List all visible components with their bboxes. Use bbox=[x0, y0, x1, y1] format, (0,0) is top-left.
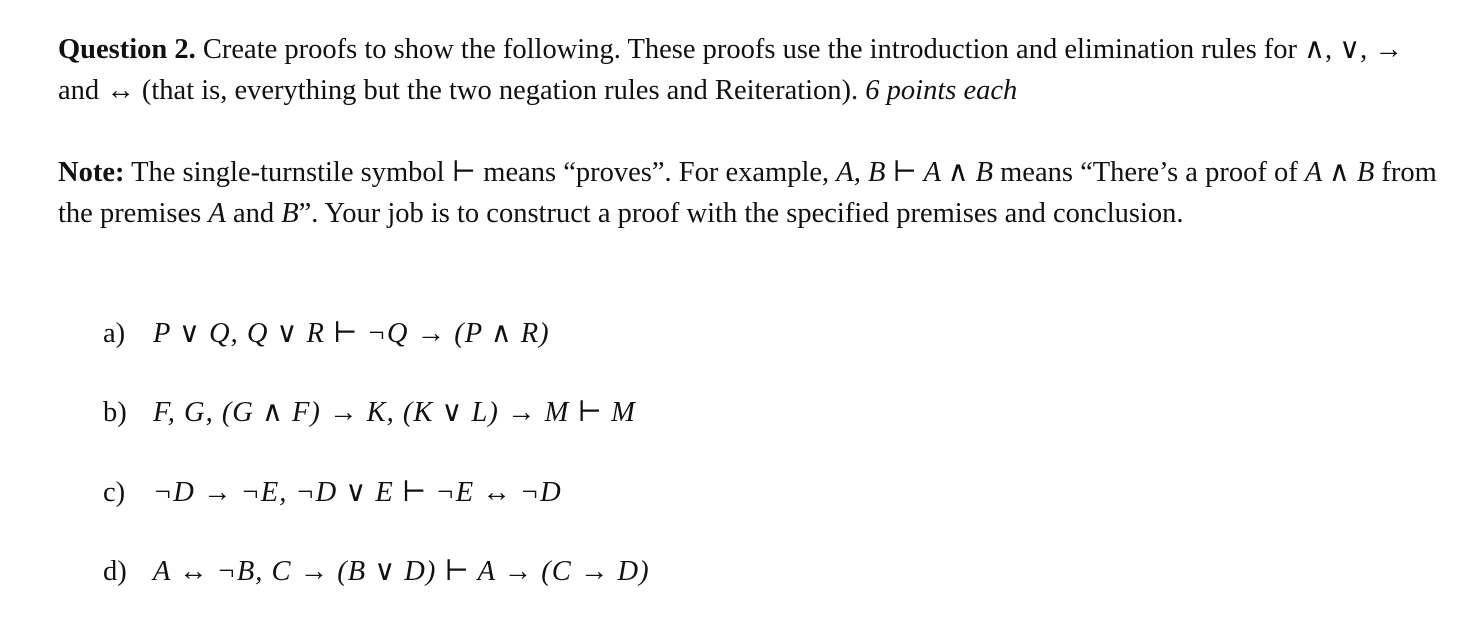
item-label: b) bbox=[103, 397, 127, 428]
note-heading: Note: bbox=[58, 157, 125, 188]
question-paragraph bbox=[58, 29, 1438, 111]
note-and-word: and bbox=[232, 198, 275, 229]
note-example-formula: A, B ⊢ A ∧ B bbox=[836, 157, 994, 188]
item-formula: P ∨ Q, Q ∨ R ⊢ ¬Q → (P ∧ R) bbox=[153, 318, 550, 349]
note-premise-b: B bbox=[281, 198, 299, 229]
points-note: 6 points each bbox=[865, 75, 1018, 106]
note-text-3: from the premises bbox=[58, 157, 1437, 229]
item-formula: ¬D → ¬E, ¬D ∨ E ⊢ ¬E ↔ ¬D bbox=[153, 477, 562, 508]
note-premise-a: A bbox=[208, 198, 226, 229]
question-text: Create proofs to show the following. These proofs use the introduction and elimination rules for ∧, ∨, → and ↔ (that is, everything but the two negation rules and Reiteration). bbox=[58, 34, 1403, 106]
list-item bbox=[103, 393, 636, 433]
note-paragraph bbox=[58, 152, 1438, 234]
item-label: d) bbox=[103, 556, 127, 587]
item-label: a) bbox=[103, 318, 126, 349]
item-formula: A ↔ ¬B, C → (B ∨ D) ⊢ A → (C → D) bbox=[153, 556, 650, 587]
note-text-2: means “There’s a proof of bbox=[1000, 157, 1298, 188]
item-formula: F, G, (G ∧ F) → K, (K ∨ L) → M ⊢ M bbox=[153, 397, 636, 428]
list-item bbox=[103, 552, 650, 592]
question-heading: Question 2. bbox=[58, 34, 196, 65]
note-text-4: ”. Your job is to construct a proof with the specified premises and conclusion. bbox=[298, 198, 1184, 229]
list-item bbox=[103, 473, 562, 513]
note-example-conclusion: A ∧ B bbox=[1304, 157, 1375, 188]
note-text-1: The single-turnstile symbol ⊢ means “proves”. For example, bbox=[131, 157, 830, 188]
list-item bbox=[103, 314, 550, 354]
item-label: c) bbox=[103, 477, 126, 508]
